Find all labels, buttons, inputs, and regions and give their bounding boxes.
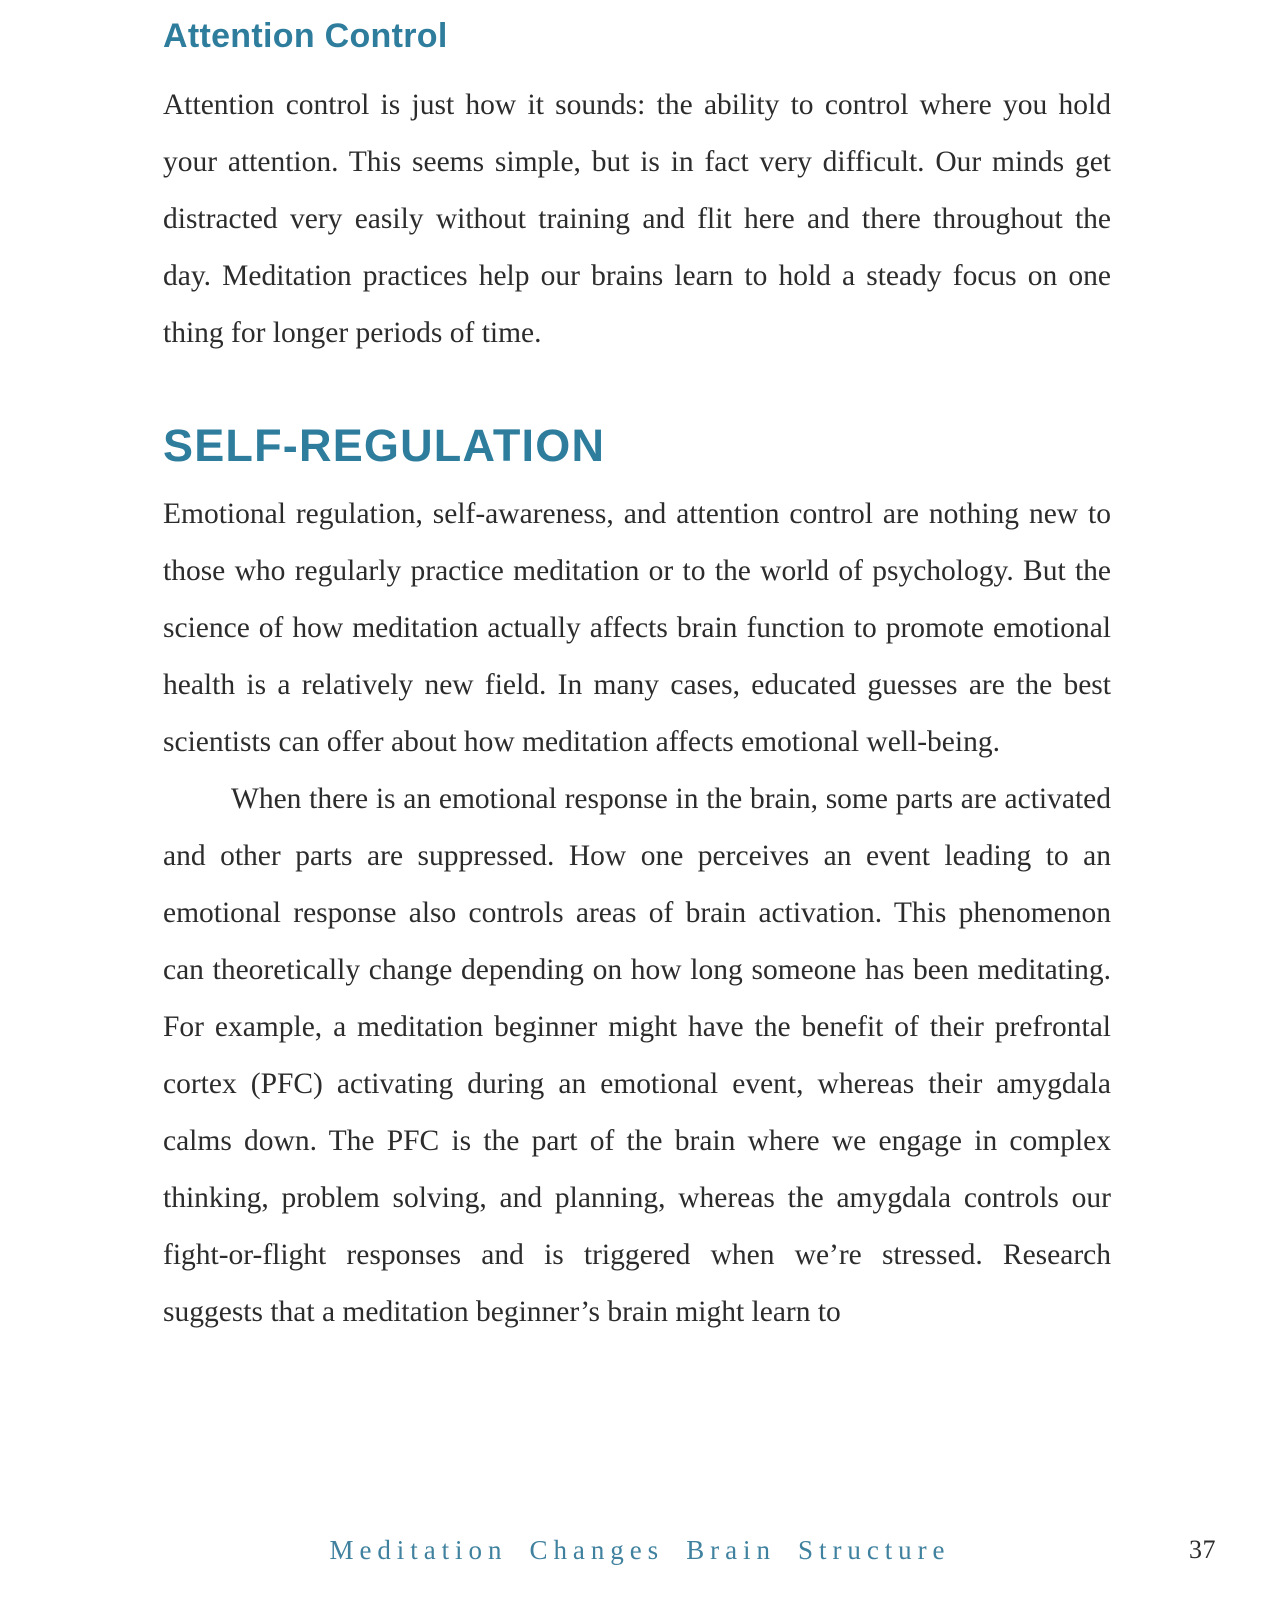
paragraph-self-regulation-1: Emotional regulation, self-awareness, and attention control are nothing new to those who regularly practice meditation or to the world of psychology. But the science of how meditation actually affects brain function to promote emotional health is a relatively new field. In many cases, educated guesses are the best scientists can offer about how meditation affects emotional well-being. — [163, 497, 1111, 758]
page-content — [163, 16, 1111, 1341]
running-footer-title: Meditation Changes Brain Structure — [329, 1535, 951, 1565]
section-self-regulation — [163, 420, 1111, 1341]
paragraph-self-regulation-2: When there is an emotional response in the brain, some parts are activated and other parts are suppressed. How one perceives an event leading to an emotional response also controls areas of brain activation. This phenomenon can theoretically change depending on how long someone has been meditating. For example, a meditation beginner might have the benefit of their prefrontal cortex (PFC) activating during an emotional event, whereas their amygdala calms down. The PFC is the part of the brain where we engage in complex thinking, problem solving, and planning, whereas the amygdala controls our fight-or-flight responses and is triggered when we’re stressed. Research suggests that a meditation beginner’s brain might learn to — [163, 782, 1111, 1328]
section-attention-control — [163, 16, 1111, 362]
running-footer — [0, 1535, 1280, 1571]
paragraph-attention-control: Attention control is just how it sounds: the ability to control where you hold your attention. This seems simple, but is in fact very difficult. Our minds get distracted very easily without training and flit here and there throughout the day. Meditation practices help our brains learn to hold a steady focus on one thing for longer periods of time. — [163, 88, 1111, 349]
section-heading-attention-control: Attention Control — [163, 17, 448, 55]
page-number: 37 — [1189, 1535, 1216, 1564]
section-heading-self-regulation: SELF-REGULATION — [163, 419, 606, 471]
